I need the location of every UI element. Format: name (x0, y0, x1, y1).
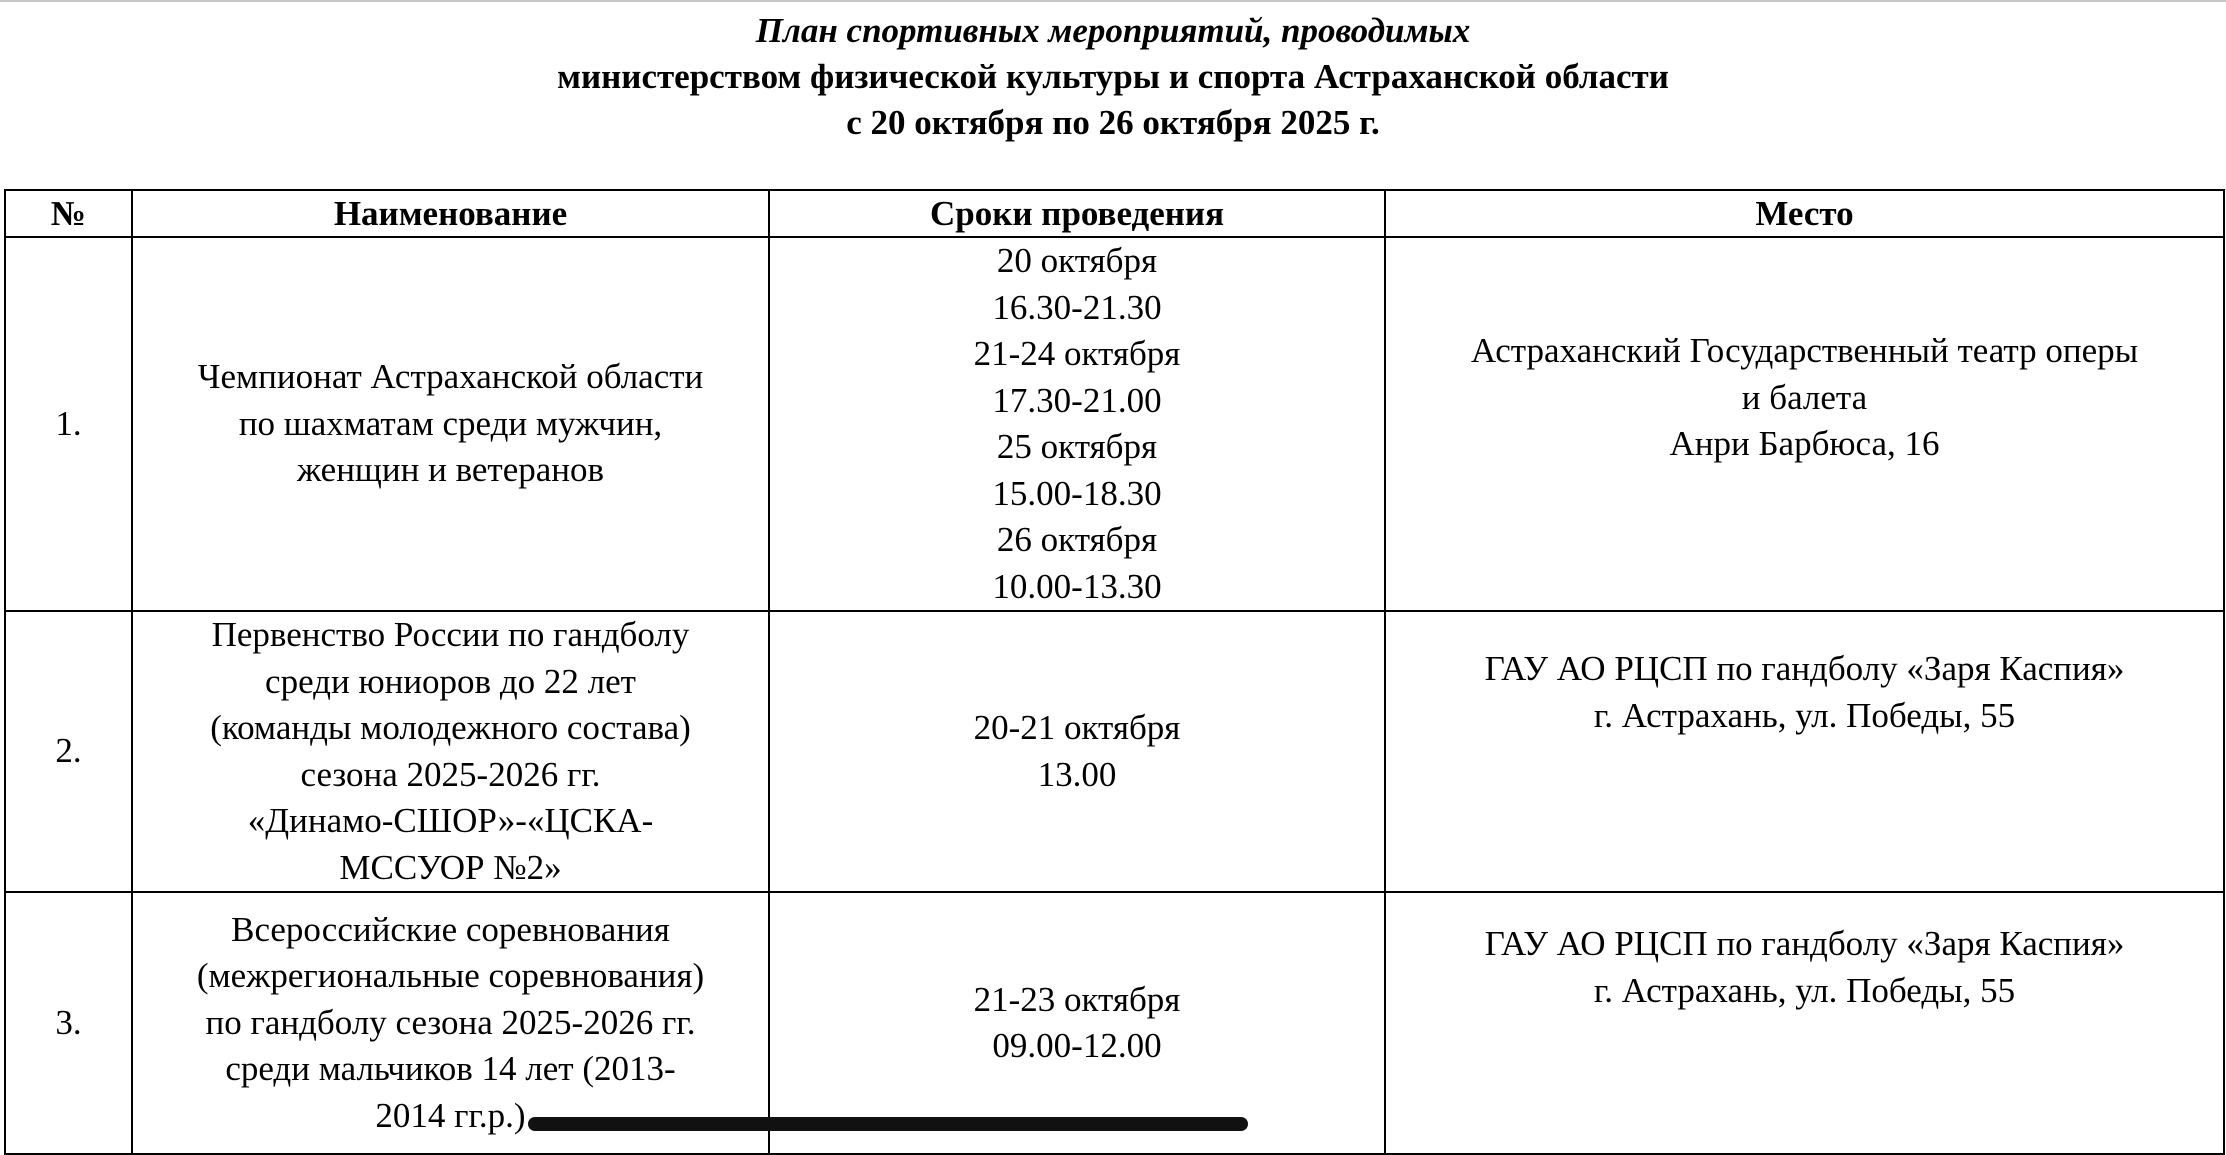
event-name-line: «Динамо-СШОР»-«ЦСКА- (247, 801, 654, 840)
event-date-line: 26 октября (996, 520, 1158, 559)
event-date-line: 21-23 октября (973, 979, 1181, 1019)
event-time-line: 13.00 (1037, 754, 1117, 794)
row-number: 1. (5, 237, 132, 611)
table-row (5, 611, 2224, 892)
event-place-line: и балета (1741, 377, 1868, 417)
event-place (1385, 611, 2224, 892)
event-date-line: 20 октября (996, 241, 1158, 280)
event-place-line: Астраханский Государственный театр оперы (1470, 331, 2139, 370)
event-address-line: Анри Барбюса, 16 (1669, 424, 1940, 463)
column-header-name: Наименование (132, 190, 769, 237)
event-place (1385, 237, 2224, 611)
column-header-dates: Сроки проведения (769, 190, 1385, 237)
event-name-line: среди мальчиков 14 лет (2013- (225, 1049, 676, 1089)
column-header-place: Место (1385, 190, 2224, 237)
header-title-line: План спортивных мероприятий, проводимых (755, 11, 1471, 50)
event-place-line: ГАУ АО РЦСП по гандболу «Заря Каспия» (1484, 924, 2125, 963)
event-name-line: Всероссийские соревнования (231, 909, 670, 949)
event-name-line: среди юниоров до 22 лет (265, 661, 636, 701)
table-row (5, 892, 2224, 1154)
table-row (5, 237, 2224, 611)
event-place (1385, 892, 2224, 1154)
event-time-line: 16.30-21.30 (992, 287, 1162, 327)
event-name-line: по шахматам среди мужчин, (238, 403, 663, 443)
event-name-line: сезона 2025-2026 гг. (300, 754, 601, 794)
event-name-line: Чемпионат Астраханской области (197, 357, 704, 397)
event-dates (769, 237, 1385, 611)
event-name (132, 892, 769, 1154)
header-ministry-line: министерством физической культуры и спорта Астраханской области (557, 57, 1669, 96)
event-name (132, 611, 769, 892)
event-date-line: 25 октября (996, 427, 1158, 466)
event-name-line: женщин и ветеранов (296, 450, 605, 490)
event-date-line: 20-21 октября (973, 708, 1181, 747)
events-table (4, 189, 2225, 1155)
row-number: 2. (5, 611, 132, 892)
event-name-line: (межрегиональные соревнования) (196, 956, 705, 996)
header-period-line: с 20 октября по 26 октября 2025 г. (846, 103, 1380, 142)
event-place-line: ГАУ АО РЦСП по гандболу «Заря Каспия» (1484, 649, 2125, 688)
event-name-line: по гандболу сезона 2025-2026 гг. (205, 1002, 696, 1042)
event-time-line: 17.30-21.00 (992, 380, 1162, 420)
row-number: 3. (5, 892, 132, 1154)
event-time-line: 10.00-13.30 (992, 566, 1162, 606)
event-name-line: (команды молодежного состава) (210, 708, 691, 747)
scroll-indicator-bar[interactable] (528, 1117, 1248, 1131)
event-name-line: МССУОР №2» (339, 847, 562, 887)
top-rule (0, 0, 2226, 2)
event-time-line: 09.00-12.00 (992, 1026, 1162, 1065)
column-header-number: № (5, 190, 132, 237)
event-name-line: 2014 гг.р.) (375, 1095, 526, 1135)
event-name (132, 237, 769, 611)
event-time-line: 15.00-18.30 (992, 473, 1162, 513)
event-name-line: Первенство России по гандболу (211, 615, 690, 654)
event-dates (769, 611, 1385, 892)
event-date-line: 21-24 октября (973, 334, 1181, 373)
document-header (0, 8, 2226, 146)
event-address-line: г. Астрахань, ул. Победы, 55 (1593, 970, 2016, 1010)
event-address-line: г. Астрахань, ул. Победы, 55 (1593, 695, 2016, 735)
event-dates (769, 892, 1385, 1154)
table-header-row (5, 190, 2224, 237)
